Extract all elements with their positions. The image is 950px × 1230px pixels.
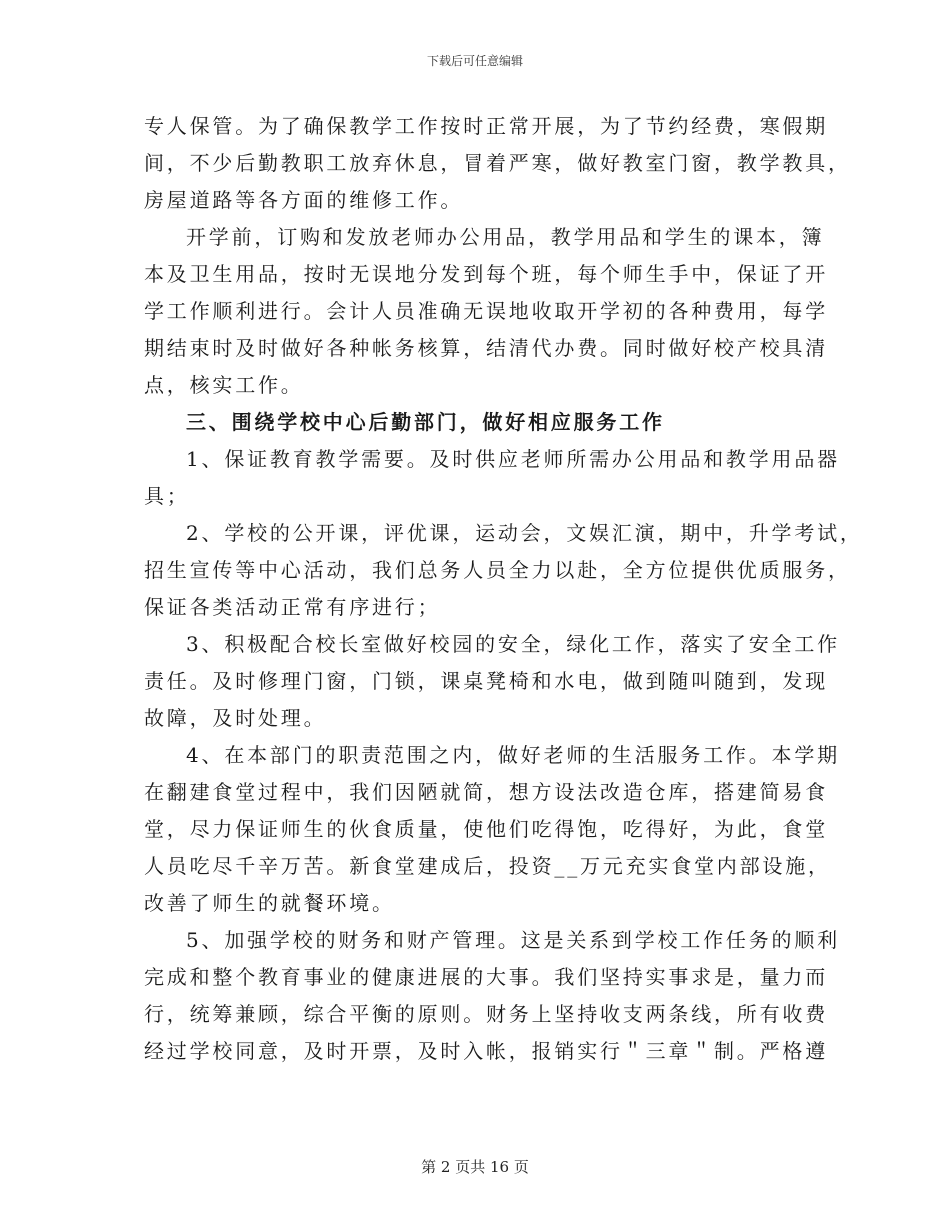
text-line: 期结束时及时做好各种帐务核算，结清代办费。同时做好校产校具清 (144, 336, 828, 360)
text-line: 点，核实工作。 (144, 373, 304, 397)
text-line: 间，不少后勤教职工放弃休息，冒着严寒，做好教室门窗，教学教具， (144, 151, 851, 175)
page-number-footer: 第 2 页共 16 页 (421, 1158, 529, 1176)
text-line: 2、学校的公开课，评优课，运动会，文娱汇演，期中，升学考试， (186, 521, 863, 545)
text-line: 在翻建食堂过程中，我们因陋就简，想方设法改造仓库，搭建简易食 (144, 780, 828, 804)
text-line: 经过学校同意，及时开票，及时入帐，报销实行＂三章＂制。严格遵 (144, 1039, 828, 1063)
text-line: 学工作顺利进行。会计人员准确无误地收取开学初的各种费用，每学 (144, 299, 828, 323)
text-line: 房屋道路等各方面的维修工作。 (144, 188, 464, 212)
section-heading: 三、围绕学校中心后勤部门，做好相应服务工作 (186, 410, 665, 434)
page-header: 下载后可任意编辑 (426, 54, 523, 68)
text-line: 本及卫生用品，按时无误地分发到每个班，每个师生手中，保证了开 (144, 262, 828, 286)
text-line: 5、加强学校的财务和财产管理。这是关系到学校工作任务的顺利 (186, 928, 840, 952)
text-line: 招生宣传等中心活动，我们总务人员全力以赴，全方位提供优质服务， (144, 558, 851, 582)
text-line: 专人保管。为了确保教学工作按时正常开展，为了节约经费，寒假期 (144, 114, 828, 138)
text-line: 人员吃尽千辛万苦。新食堂建成后，投资__万元充实食堂内部设施， (144, 854, 831, 878)
text-line: 行，统筹兼顾，综合平衡的原则。财务上坚持收支两条线，所有收费 (144, 1002, 828, 1026)
text-line: 故障，及时处理。 (144, 706, 327, 730)
text-line: 堂，尽力保证师生的伙食质量，使他们吃得饱，吃得好，为此，食堂 (144, 817, 828, 841)
text-line: 1、保证教育教学需要。及时供应老师所需办公用品和教学用品器 (186, 447, 840, 471)
text-line: 3、积极配合校长室做好校园的安全，绿化工作，落实了安全工作 (186, 632, 840, 656)
text-line: 开学前，订购和发放老师办公用品，教学用品和学生的课本，簿 (186, 225, 825, 249)
text-line: 保证各类活动正常有序进行； (144, 595, 441, 619)
text-line: 完成和整个教育事业的健康进展的大事。我们坚持实事求是，量力而 (144, 965, 828, 989)
text-line: 具； (144, 484, 190, 508)
text-line: 改善了师生的就餐环境。 (144, 891, 395, 915)
text-line: 4、在本部门的职责范围之内，做好老师的生活服务工作。本学期 (186, 743, 840, 767)
text-line: 责任。及时修理门窗，门锁，课桌凳椅和水电，做到随叫随到，发现 (144, 669, 828, 693)
